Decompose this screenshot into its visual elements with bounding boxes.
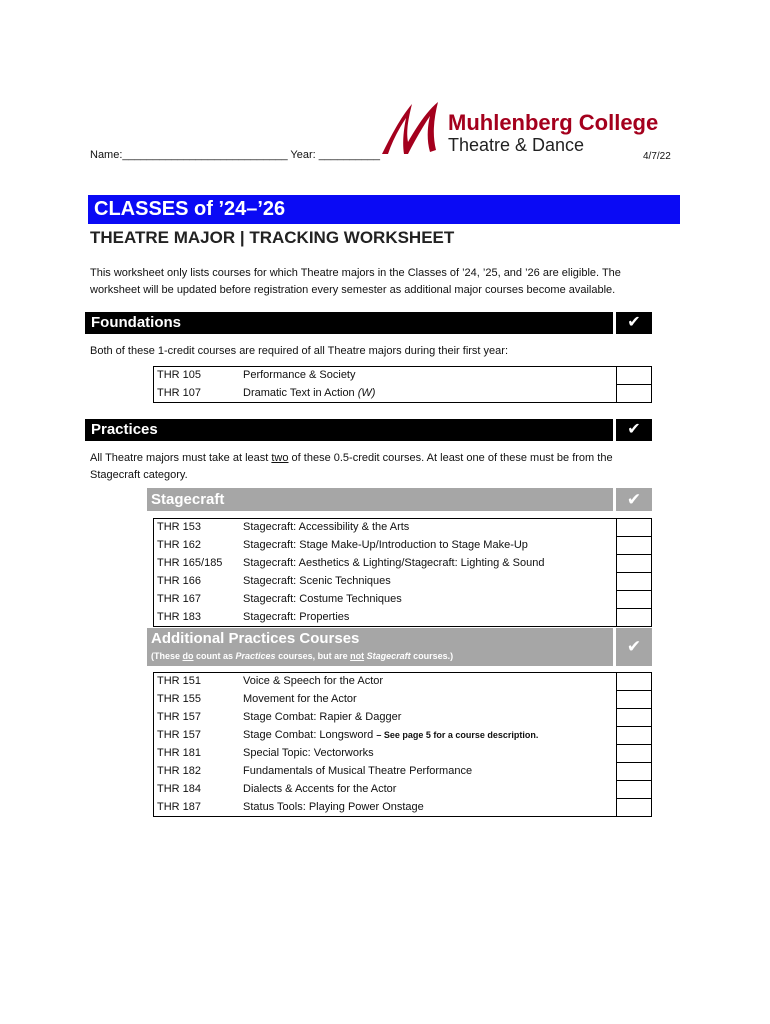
course-checkbox[interactable]: [617, 519, 652, 537]
logo-m-mark-icon: [378, 98, 448, 160]
course-checkbox[interactable]: [617, 745, 652, 763]
course-title: Stagecraft: Properties: [240, 609, 617, 627]
foundations-heading: Foundations: [85, 312, 613, 334]
course-checkbox[interactable]: [617, 673, 652, 691]
course-title-text: Stage Combat: Longsword: [243, 729, 377, 741]
course-title: Fundamentals of Musical Theatre Performance: [240, 763, 617, 781]
worksheet-subtitle: THEATRE MAJOR | TRACKING WORKSHEET: [90, 228, 455, 247]
course-title: Voice & Speech for the Actor: [240, 673, 617, 691]
additional-practices-heading-bar: [147, 628, 613, 666]
course-checkbox[interactable]: [617, 591, 652, 609]
course-checkbox[interactable]: [617, 727, 652, 745]
table-row: [154, 385, 652, 403]
note-italic-stagecraft: Stagecraft: [366, 651, 411, 661]
college-logo: [378, 98, 659, 160]
course-code: THR 155: [154, 691, 241, 709]
table-row: [154, 727, 652, 745]
practices-desc-part: of these 0.5-credit courses. At least one of these must be from the Stagecraft category.: [90, 452, 613, 481]
table-row: [154, 537, 652, 555]
foundations-course-table: [153, 366, 652, 403]
course-title: Status Tools: Playing Power Onstage: [240, 799, 617, 817]
practices-desc-part: All Theatre majors must take at least: [90, 452, 272, 464]
table-row: [154, 781, 652, 799]
note-underlined-do: do: [182, 651, 194, 661]
note-part: courses, but are: [275, 651, 351, 661]
course-checkbox[interactable]: [617, 799, 652, 817]
course-code: THR 151: [154, 673, 241, 691]
course-title: Stagecraft: Stage Make-Up/Introduction to Stage Make-Up: [240, 537, 617, 555]
course-code: THR 184: [154, 781, 241, 799]
course-checkbox[interactable]: [617, 781, 652, 799]
practices-heading: Practices: [85, 419, 613, 441]
course-checkbox[interactable]: [617, 691, 652, 709]
course-title: Stagecraft: Accessibility & the Arts: [240, 519, 617, 537]
table-row: [154, 673, 652, 691]
course-code: THR 157: [154, 709, 241, 727]
course-checkbox[interactable]: [617, 555, 652, 573]
writing-designation: (W): [357, 386, 376, 399]
course-code: THR 162: [154, 537, 241, 555]
table-row: [154, 763, 652, 781]
course-title: [240, 727, 617, 745]
additional-practices-check-icon: ✔: [616, 628, 652, 666]
course-code: THR 153: [154, 519, 241, 537]
foundations-check-icon: ✔: [616, 312, 652, 334]
course-title: Stage Combat: Rapier & Dagger: [240, 709, 617, 727]
stagecraft-course-table: [153, 518, 652, 627]
course-code: THR 157: [154, 727, 241, 745]
table-row: [154, 799, 652, 817]
course-title: Stagecraft: Scenic Techniques: [240, 573, 617, 591]
course-checkbox[interactable]: [617, 367, 652, 385]
table-row: [154, 519, 652, 537]
course-code: THR 182: [154, 763, 241, 781]
course-code: THR 167: [154, 591, 241, 609]
course-code: THR 166: [154, 573, 241, 591]
additional-practices-heading: Additional Practices Courses: [151, 630, 360, 647]
table-row: [154, 691, 652, 709]
table-row: [154, 709, 652, 727]
course-title: Special Topic: Vectorworks: [240, 745, 617, 763]
course-code: THR 187: [154, 799, 241, 817]
stagecraft-check-icon: ✔: [616, 488, 652, 511]
note-part: count as: [193, 651, 236, 661]
course-checkbox[interactable]: [617, 709, 652, 727]
course-checkbox[interactable]: [617, 385, 652, 403]
course-title: Movement for the Actor: [240, 691, 617, 709]
foundations-description: Both of these 1-credit courses are required of all Theatre majors during their first year:: [90, 345, 508, 357]
note-italic-practices: Practices: [235, 651, 276, 661]
course-title: Stagecraft: Costume Techniques: [240, 591, 617, 609]
course-title-text: Dramatic Text in Action: [243, 386, 358, 399]
logo-line-department: Theatre & Dance: [448, 135, 585, 155]
course-code: THR 165/185: [154, 555, 241, 573]
course-title: Stagecraft: Aesthetics & Lighting/Stagecraft: Lighting & Sound: [240, 555, 617, 573]
table-row: [154, 609, 652, 627]
table-row: [154, 367, 652, 385]
additional-practices-note: [151, 650, 613, 662]
practices-desc-underlined: two: [271, 452, 289, 464]
course-code: THR 183: [154, 609, 241, 627]
stagecraft-heading: Stagecraft: [147, 488, 613, 511]
course-checkbox[interactable]: [617, 573, 652, 591]
additional-course-table: [153, 672, 652, 817]
practices-description: [90, 450, 665, 484]
course-checkbox[interactable]: [617, 537, 652, 555]
intro-paragraph: This worksheet only lists courses for which Theatre majors in the Classes of ’24, ’25, and ’26 are eligible. The worksheet will be updated before registration every semester as additional major courses become available.: [90, 267, 621, 296]
table-row: [154, 745, 652, 763]
course-code: THR 105: [154, 367, 241, 385]
logo-line-college: Muhlenberg College: [448, 110, 659, 135]
table-row: [154, 573, 652, 591]
course-code: THR 107: [154, 385, 241, 403]
note-part: courses.): [410, 651, 454, 661]
course-title: [240, 385, 617, 403]
practices-check-icon: ✔: [616, 419, 652, 441]
document-date: 4/7/22: [643, 151, 671, 162]
table-row: [154, 591, 652, 609]
course-checkbox[interactable]: [617, 763, 652, 781]
note-underlined-not: not: [350, 651, 365, 661]
name-year-line: Name:___________________________ Year: __________: [90, 149, 380, 161]
classes-title-bar: CLASSES of ’24–’26: [88, 195, 680, 224]
course-title: Performance & Society: [240, 367, 617, 385]
note-part: (These: [151, 651, 183, 661]
course-checkbox[interactable]: [617, 609, 652, 627]
course-note: – See page 5 for a course description.: [376, 730, 539, 740]
course-code: THR 181: [154, 745, 241, 763]
table-row: [154, 555, 652, 573]
course-title: Dialects & Accents for the Actor: [240, 781, 617, 799]
